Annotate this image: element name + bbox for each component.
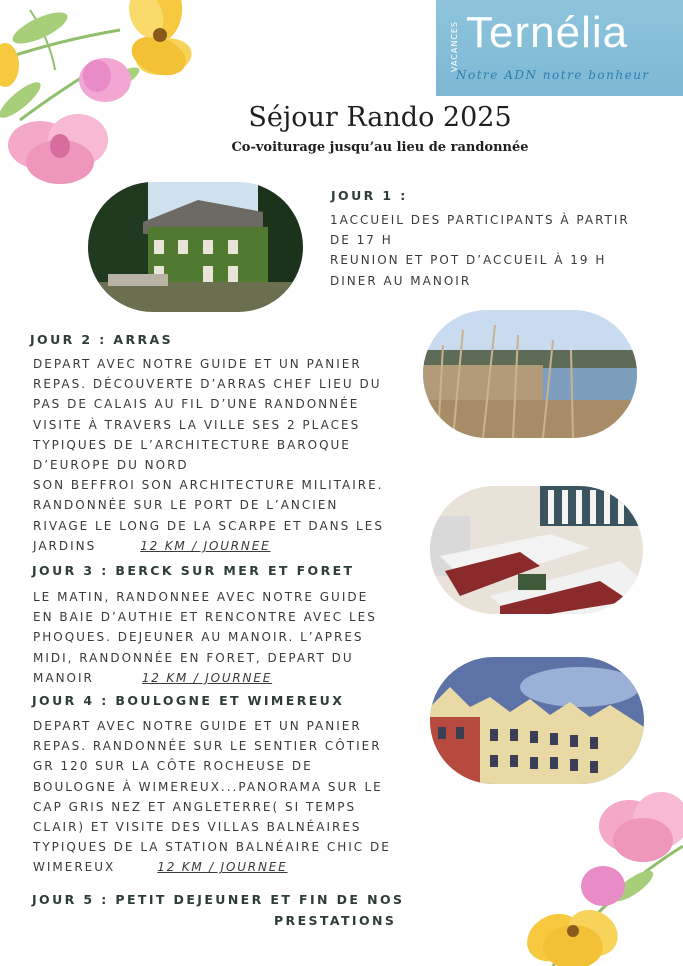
day4-line: TYPIQUES DE LA STATION BALNÉAIRE CHIC DE [33, 840, 391, 855]
day3-line: EN BAIE D’AUTHIE ET RENCONTRE AVEC LES [33, 610, 377, 625]
day2-line: SON BEFFROI SON ARCHITECTURE MILITAIRE. [33, 478, 384, 493]
day4-line: REPAS. RANDONNÉE SUR LE SENTIER CÔTIER [33, 739, 382, 754]
day2-distance: 12 KM / JOURNEE [140, 538, 271, 553]
day3-line: MIDI, RANDONNÉE EN FORET, DEPART DU [33, 650, 354, 665]
day4-line: BOULOGNE À WIMEREUX...PANORAMA SUR LE [33, 779, 383, 794]
logo-brand-name: Ternélia [466, 8, 629, 57]
bedroom-photo [430, 486, 643, 614]
day3-heading: JOUR 3 : BERCK SUR MER ET FORET [32, 563, 355, 578]
day3-line: PHOQUES. DEJEUNER AU MANOIR. L’APRES [33, 630, 364, 645]
day2-line: RANDONNÉE SUR LE PORT DE L’ANCIEN [33, 498, 339, 513]
day3-line: MANOIR [33, 670, 94, 685]
day5-heading-line2: PRESTATIONS [274, 913, 397, 928]
reeds-photo [423, 310, 637, 438]
day1-line: 1ACCUEIL DES PARTICIPANTS À PARTIR [330, 213, 630, 227]
day2-line: D’EUROPE DU NORD [33, 458, 189, 473]
day4-description [33, 716, 403, 878]
day3-description [33, 587, 403, 688]
flowers-decoration-top-left [0, 0, 230, 200]
day1-description [330, 210, 650, 291]
day2-heading: JOUR 2 : ARRAS [30, 332, 174, 347]
day4-line: DEPART AVEC NOTRE GUIDE ET UN PANIER [33, 719, 362, 733]
day2-line: RIVAGE LE LONG DE LA SCARPE ET DANS LES [33, 518, 384, 533]
day2-line: DEPART AVEC NOTRE GUIDE ET UN PANIER [33, 357, 362, 371]
day2-description [33, 354, 403, 556]
day4-line: CAP GRIS NEZ ET ANGLETERRE( SI TEMPS [33, 799, 357, 814]
day4-line: WIMEREUX [33, 860, 116, 875]
day3-line: LE MATIN, RANDONNEE AVEC NOTRE GUIDE [33, 590, 369, 604]
logo-tagline: Notre ADN notre bonheur [456, 68, 650, 82]
manor-photo [88, 182, 303, 312]
day2-line: REPAS. DÉCOUVERTE D’ARRAS CHEF LIEU DU [33, 377, 382, 392]
day2-line: JARDINS [33, 538, 97, 553]
logo-vacances-label: VACANCES [450, 20, 459, 72]
day2-line: PAS DE CALAIS AU FIL D’UNE RANDONNÉE [33, 397, 360, 412]
day2-line: VISITE À TRAVERS LA VILLE SES 2 PLACES [33, 417, 361, 432]
day2-last-line [33, 536, 403, 556]
day5-heading-line1: JOUR 5 : PETIT DEJEUNER ET FIN DE NOS [32, 892, 405, 907]
day4-line: GR 120 SUR LA CÔTE ROCHEUSE DE [33, 759, 313, 774]
arras-facades-photo [430, 657, 644, 784]
day1-line: DE 17 H [330, 233, 393, 248]
day1-line: REUNION ET POT D’ACCUEIL À 19 H [330, 253, 607, 268]
day3-distance: 12 KM / JOURNEE [141, 670, 273, 685]
page-title: Séjour Rando 2025 [248, 102, 512, 133]
day4-line: CLAIR) ET VISITE DES VILLAS BALNÉAIRES [33, 820, 362, 835]
page-subtitle: Co-voiturage jusqu’au lieu de randonnée [231, 140, 529, 155]
day2-line: TYPIQUES DE L’ARCHITECTURE BAROQUE [33, 437, 351, 452]
flowers-decoration-bottom-right [513, 776, 683, 966]
day4-distance: 12 KM / JOURNEE [157, 860, 288, 875]
brand-logo [436, 0, 683, 96]
day3-last-line [33, 668, 403, 688]
day4-heading: JOUR 4 : BOULOGNE ET WIMEREUX [32, 693, 345, 708]
day4-last-line [33, 857, 403, 877]
day1-heading: JOUR 1 : [331, 188, 408, 203]
day1-line: DINER AU MANOIR [330, 273, 472, 288]
